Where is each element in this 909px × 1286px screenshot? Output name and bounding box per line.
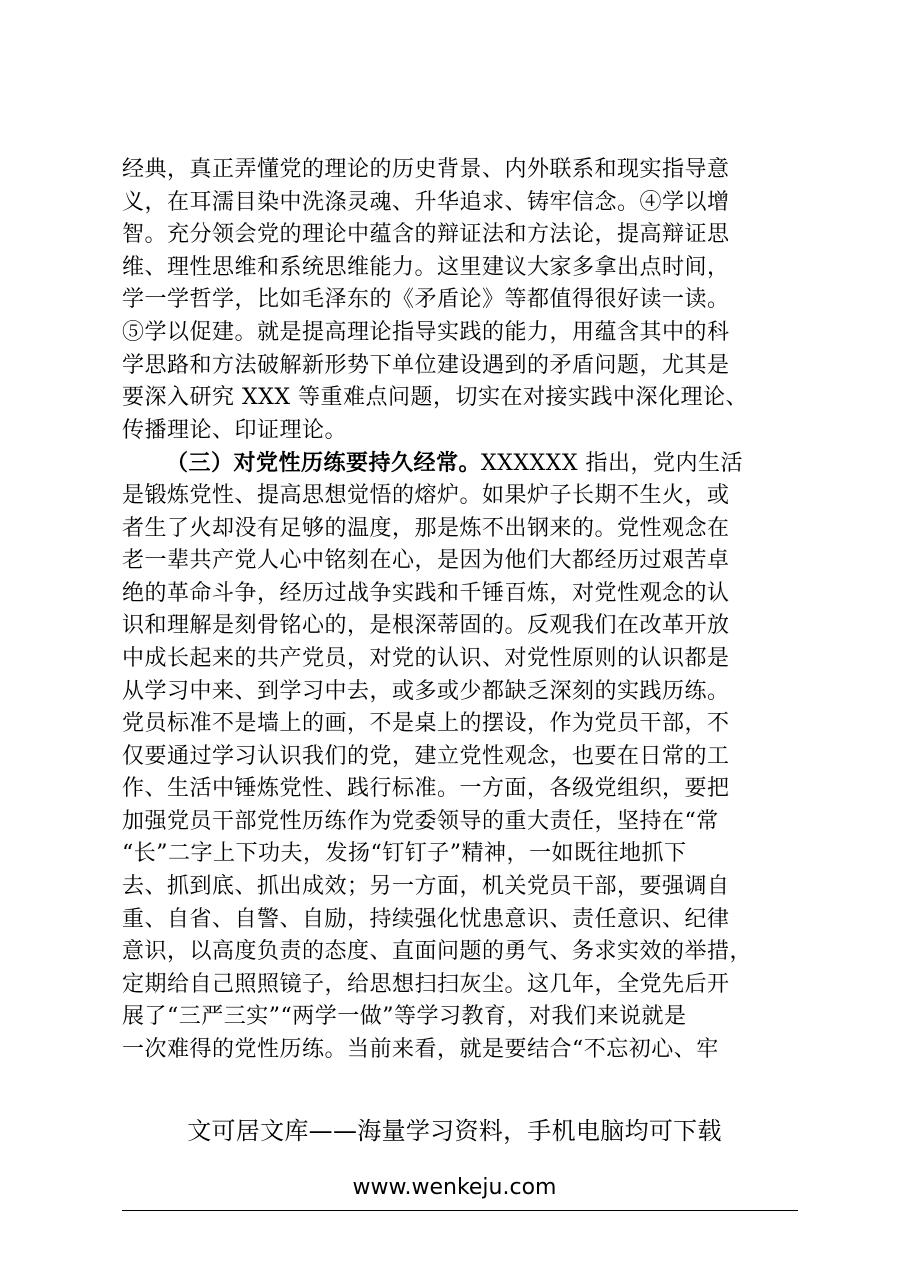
text-line: 加强党员干部党性历练作为党委领导的重大责任，坚持在“常	[122, 808, 719, 834]
text-line: 学思路和方法破解新形势下单位建设遇到的矛盾问题，尤其是	[122, 352, 730, 378]
text-line: 意识，以高度负责的态度、直面问题的勇气、务求实效的举措，	[122, 939, 753, 965]
text-line: 识和理解是刻骨铭心的，是根深蒂固的。反观我们在改革开放	[122, 613, 730, 639]
text-line: 重、自省、自警、自励，持续强化忧患意识、责任意识、纪律	[122, 906, 730, 932]
text-line: 定期给自己照照镜子，给思想扫扫灰尘。这几年，全党先后开	[122, 971, 730, 997]
footer-url-link[interactable]: www.wenkeju.com	[352, 1175, 557, 1200]
text-line: 中成长起来的共产党员，对党的认识、对党性原则的认识都是	[122, 645, 730, 671]
text-line: 经典，真正弄懂党的理论的历史背景、内外联系和现实指导意	[122, 157, 730, 182]
text-line: ⑤学以促建。就是提高理论指导实践的能力，用蕴含其中的科	[122, 319, 730, 345]
text-line: 一次难得的党性历练。当前来看，就是要结合“不忘初心、牢	[122, 1037, 719, 1063]
text-line: 党员标准不是墙上的画，不是桌上的摆设，作为党员干部，不	[122, 711, 730, 737]
text-line: 仅要通过学习认识我们的党，建立党性观念，也要在日常的工	[122, 743, 730, 769]
text-line: 者生了火却没有足够的温度，那是炼不出钢来的。党性观念在	[122, 515, 730, 541]
footer-divider	[122, 1210, 798, 1211]
text-line: 绝的革命斗争，经历过战争实践和千锤百炼，对党性观念的认	[122, 580, 730, 606]
text-line: 从学习中来、到学习中去，或多或少都缺乏深刻的实践历练。	[122, 678, 730, 704]
text-line: “长”二字上下功夫，发扬“钉钉子”精神，一如既往地抓下	[122, 841, 687, 867]
text-line: 展了“三严三实”“两学一做”等学习教育，对我们来说就是	[122, 1004, 687, 1030]
section-heading: （三）对党性历练要持久经常。	[166, 450, 482, 477]
text-line: 老一辈共产党人心中铭刻在心，是因为他们大都经历过艰苦卓	[122, 548, 730, 574]
text-line: 是锻炼党性、提高思想觉悟的熔炉。如果炉子长期不生火，或	[122, 482, 730, 508]
text-line: 传播理论、印证理论。	[122, 417, 348, 443]
text-line: 义，在耳濡目染中洗涤灵魂、升华追求、铸牢信念。④学以增	[122, 189, 730, 215]
text-line: 维、理性思维和系统思维能力。这里建议大家多拿出点时间，	[122, 254, 730, 280]
section-first-line-text: XXXXXX 指出，党内生活	[481, 451, 743, 477]
text-line: 智。充分领会党的理论中蕴含的辩证法和方法论，提高辩证思	[122, 222, 730, 248]
text-line: 学一学哲学，比如毛泽东的《矛盾论》等都值得很好读一读。	[122, 287, 730, 313]
section-first-line	[122, 447, 798, 480]
document-body	[122, 154, 798, 1067]
footer-title: 文可居文库——海量学习资料，手机电脑均可下载	[187, 1117, 722, 1145]
text-line: 去、抓到底、抓出成效；另一方面，机关党员干部，要强调自	[122, 874, 730, 900]
text-line: 要深入研究 XXX 等重难点问题，切实在对接实践中深化理论、	[122, 385, 748, 411]
text-line: 作、生活中锤炼党性、践行标准。一方面，各级党组织，要把	[122, 776, 730, 802]
